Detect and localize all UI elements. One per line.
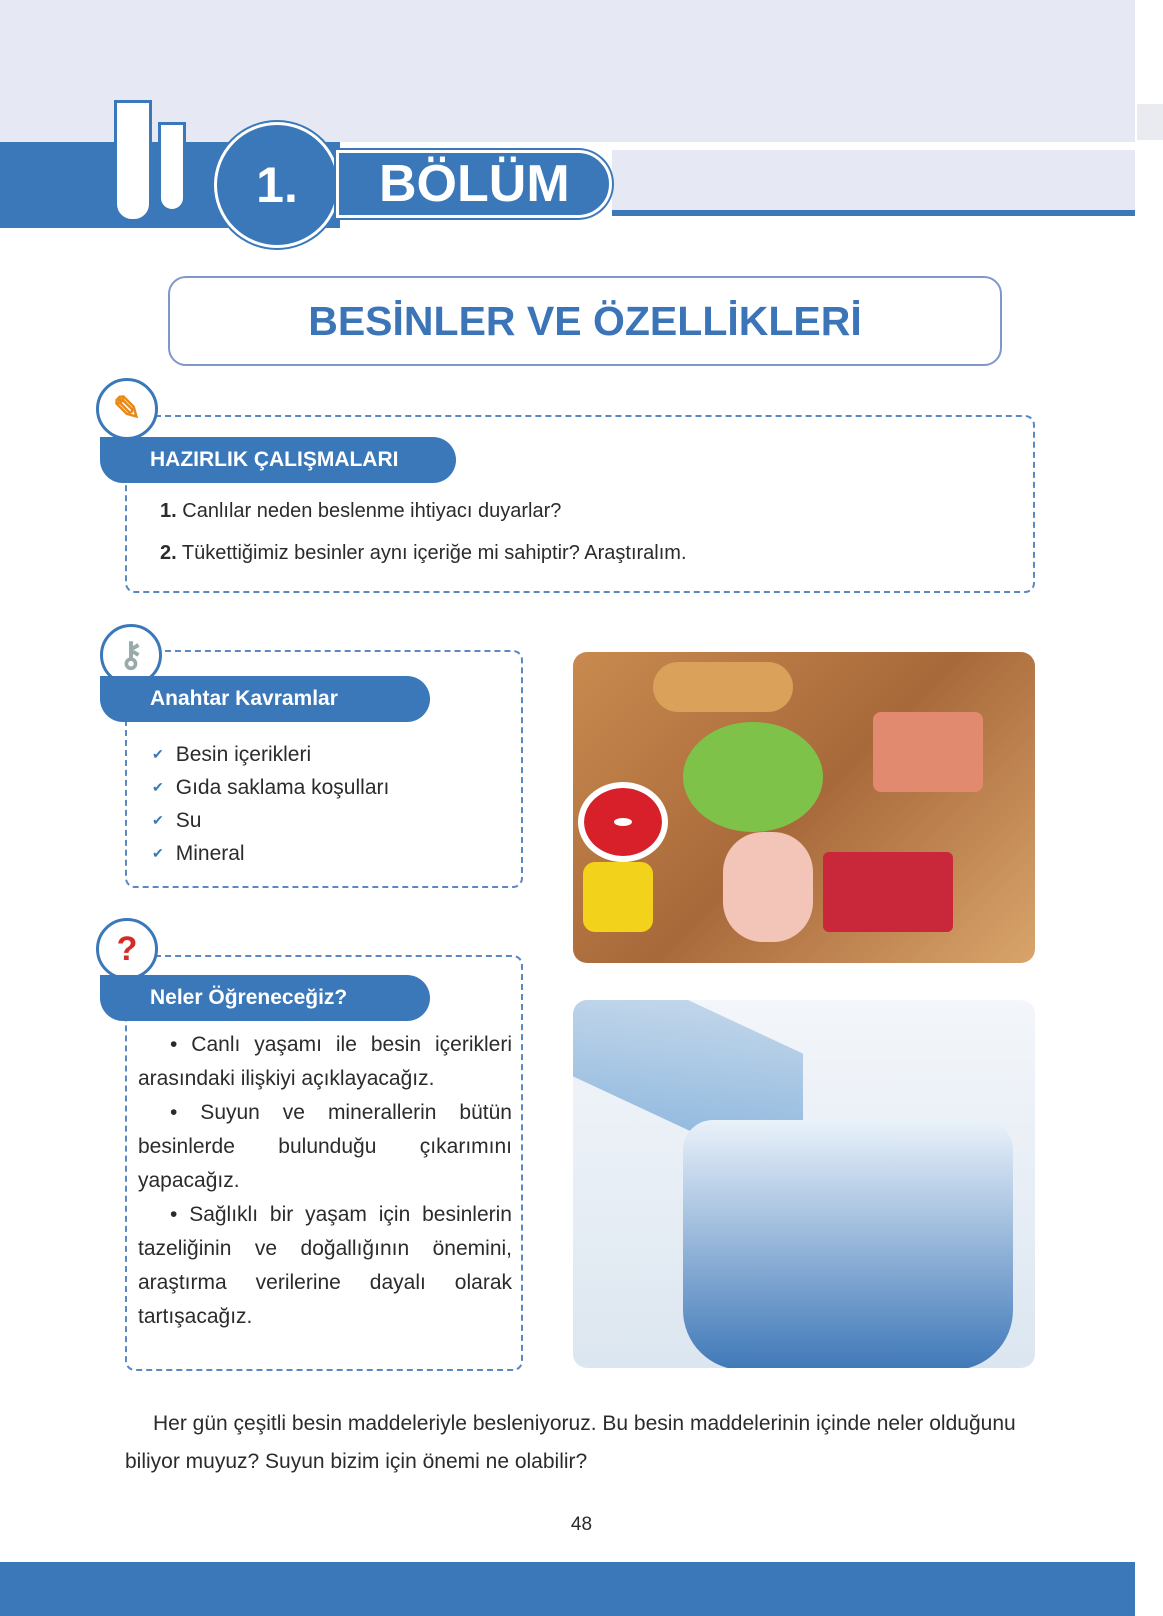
bread-shape	[653, 662, 793, 712]
water-photo	[573, 1000, 1035, 1368]
keyword-item	[152, 837, 389, 870]
keyword-item	[152, 804, 389, 837]
learn-list	[138, 1028, 512, 1334]
check-icon: ✔	[152, 812, 164, 828]
question-text: Tükettiğimiz besinler aynı içeriğe mi sahiptir? Araştıralım.	[181, 542, 687, 564]
page-number: 48	[570, 1514, 593, 1535]
pepper-shape	[583, 862, 653, 932]
question-number: 2.	[160, 542, 177, 564]
question-2	[160, 542, 687, 565]
learn-item: • Sağlıklı bir yaşam için besinlerin tazeliğinin ve doğallığının önemini, araştırma verilerine dayalı olarak tartışacağız.	[138, 1203, 512, 1328]
footer-band	[0, 1562, 1135, 1616]
question-mark-icon: ?	[96, 918, 158, 980]
header-strip	[612, 150, 1135, 216]
learn-item: • Suyun ve minerallerin bütün besinlerde bulunduğu çıkarımını yapacağız.	[138, 1101, 512, 1192]
test-tube-icon	[114, 100, 152, 222]
side-tab	[1137, 104, 1163, 140]
learn-label: Neler Öğreneceğiz?	[100, 975, 430, 1021]
tomato-bowl-shape	[578, 782, 668, 862]
pencil-mascot-icon: ✎	[96, 378, 158, 440]
food-photo	[573, 652, 1035, 963]
chapter-number: 1.	[214, 122, 340, 248]
header-band	[0, 0, 1135, 142]
question-text: Canlılar neden beslenme ihtiyacı duyarlar?	[182, 500, 562, 522]
check-icon: ✔	[152, 746, 164, 762]
question-1	[160, 500, 561, 523]
preparation-label: HAZIRLIK ÇALIŞMALARI	[100, 437, 456, 483]
keyword-text: Besin içerikleri	[175, 742, 312, 766]
lettuce-shape	[683, 722, 823, 832]
chicken-shape	[723, 832, 813, 942]
chapter-label: BÖLÜM	[336, 150, 612, 218]
keywords-label: Anahtar Kavramlar	[100, 676, 430, 722]
learn-item: • Canlı yaşamı ile besin içerikleri arasındaki ilişkiyi açıklayacağız.	[138, 1033, 512, 1090]
keyword-text: Gıda saklama koşulları	[175, 775, 390, 799]
keyword-item	[152, 771, 389, 804]
keyword-text: Su	[175, 808, 202, 832]
keywords-list	[152, 738, 389, 870]
salmon-shape	[873, 712, 983, 792]
question-number: 1.	[160, 500, 177, 522]
check-icon: ✔	[152, 845, 164, 861]
check-icon: ✔	[152, 779, 164, 795]
page-title: BESİNLER VE ÖZELLİKLERİ	[168, 276, 1002, 366]
key-icon: ⚷	[100, 624, 162, 686]
glass-shape	[683, 1120, 1013, 1368]
strawberry-shape	[823, 852, 953, 932]
test-tube-icon	[158, 122, 186, 212]
keyword-text: Mineral	[175, 841, 245, 865]
keyword-item	[152, 738, 389, 771]
intro-paragraph: Her gün çeşitli besin maddeleriyle besleniyoruz. Bu besin maddelerinin içinde neler olduğunu biliyor muyuz? Suyun bizim için önemi ne olabilir?	[125, 1412, 1016, 1473]
